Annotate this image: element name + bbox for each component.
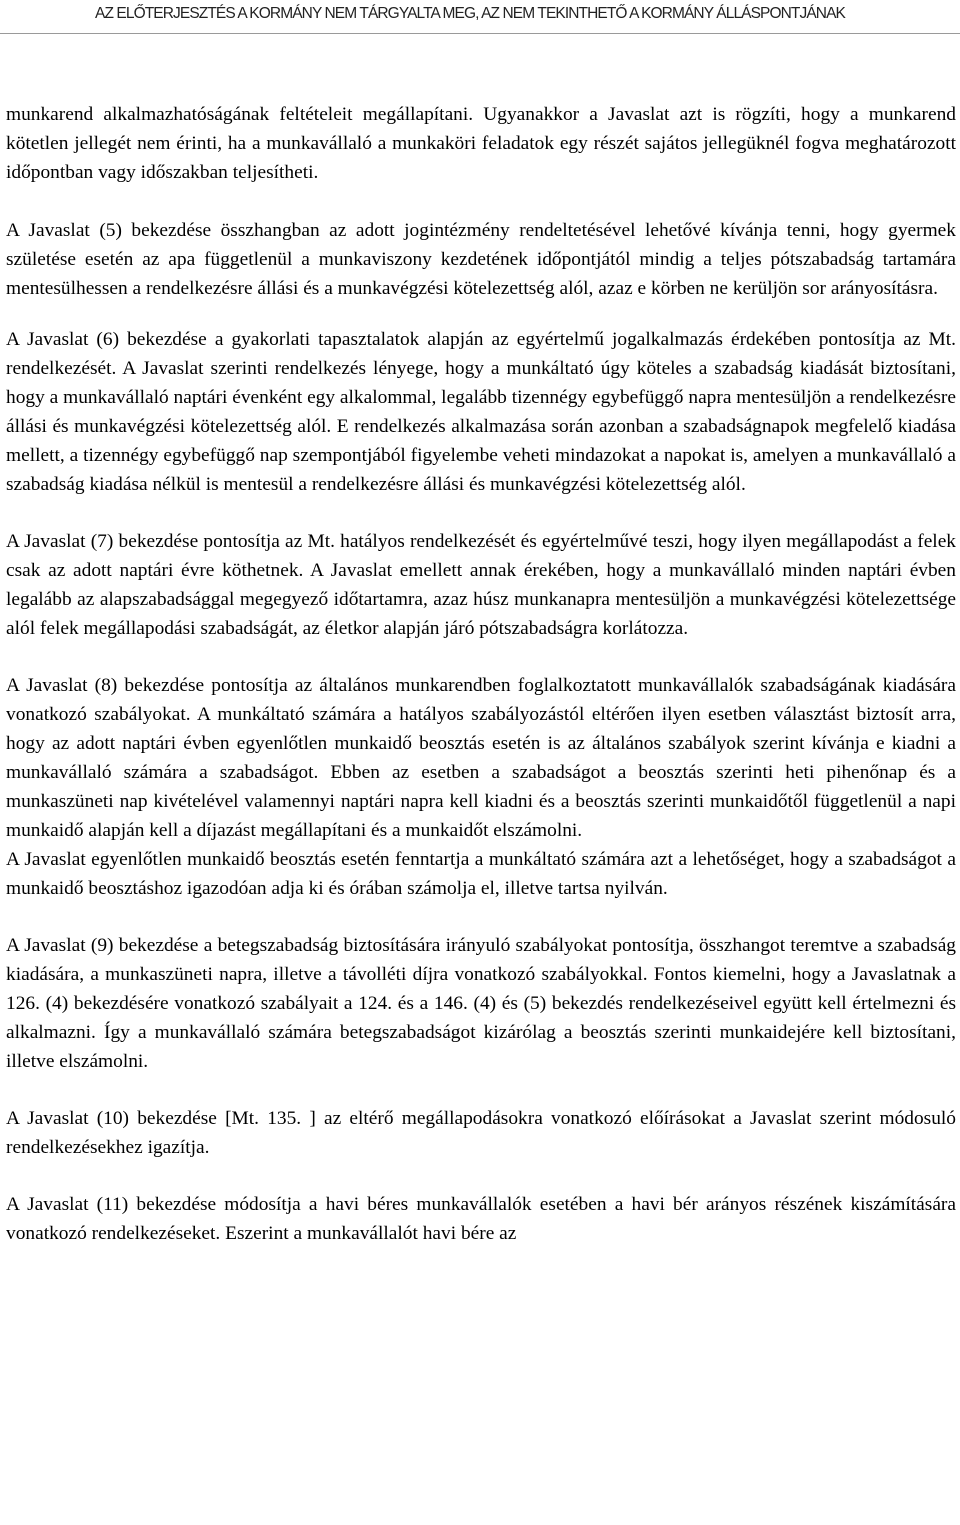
paragraph-section-5: A Javaslat (5) bekezdése összhangban az adott jogintézmény rendeltetésével lehetővé kívánja tenni, hogy gyermek születése esetén az apa függetlenül a munkaviszony kezdetének időpontjától mindig a teljes pótszabadság tartamára mentesülhessen a rendelkezésre állási és a munkavégzési kötelezettség alól, azaz e körben ne kerüljön sor arányosításra. — [6, 220, 956, 299]
paragraph-section-10: A Javaslat (10) bekezdése [Mt. 135. ] az eltérő megállapodásokra vonatkozó előírásokat a Javaslat szerint módosuló rendelkezésekhez igazítja. — [6, 1108, 956, 1158]
paragraph-section-6: A Javaslat (6) bekezdése a gyakorlati tapasztalatok alapján az egyértelmű jogalkalmazás érdekében pontosítja az Mt. rendelkezését. A Javaslat szerinti rendelkezés lényege, hogy a munkáltató úgy köteles a szabadság kiadását biztosítani, hogy a munkavállaló naptári évenként egy alkalommal, legalább tizennégy egybefüggő napra mentesüljön a rendelkezésre állási és munkavégzési kötelezettség alól. E rendelkezés alkalmazása során azonban a szabadságnapok megfelelő kiadása mellett, a tizennégy egybefüggő nap szempontjából figyelembe veheti mindazokat a napokat is, amelyen a munkavállaló a szabadság kiadása nélkül is mentesül a rendelkezésre állási és munkavégzési kötelezettség alól. — [6, 329, 956, 495]
header-notice: AZ ELŐTERJESZTÉS A KORMÁNY NEM TÁRGYALTA MEG, AZ NEM TEKINTHETŐ A KORMÁNY ÁLLÁSPONTJÁNAK — [95, 5, 845, 22]
paragraph-intro-continued: munkarend alkalmazhatóságának feltételeit megállapítani. Ugyanakkor a Javaslat azt is rögzíti, hogy a munkarend kötetlen jellegét nem érinti, ha a munkavállaló a munkaköri feladatok egy részét sajátos jellegüknél fogva meghatározott időpontban vagy időszakban teljesítheti. — [6, 104, 956, 183]
page-header — [0, 0, 960, 34]
paragraph-section-8-uneven: A Javaslat egyenlőtlen munkaidő beosztás esetén fenntartja a munkáltató számára azt a lehetőséget, hogy a szabadságot a munkaidő beosztáshoz igazodóan adja ki és órában számolja el, illetve tartsa nyilván. — [6, 849, 956, 899]
paragraph-section-9: A Javaslat (9) bekezdése a betegszabadság biztosítására irányuló szabályokat pontosítja, összhangot teremtve a szabadság kiadására, a munkaszüneti napra, illetve a távolléti díjra vonatkozó szabályokkal. Fontos kiemelni, hogy a Javaslatnak a 126. (4) bekezdésére vonatkozó szabályait a 124. és a 146. (4) és (5) bekezdés rendelkezéseivel együtt kell értelmezni és alkalmazni. Így a munkavállaló számára betegszabadságot kizárólag a beosztás szerinti munkaidejére kell biztosítani, illetve elszámolni. — [6, 935, 956, 1072]
document-body — [6, 100, 956, 1248]
paragraph-section-11: A Javaslat (11) bekezdése módosítja a havi béres munkavállalók esetében a havi bér arányos részének kiszámítására vonatkozó rendelkezéseket. Eszerint a munkavállalót havi bére az — [6, 1194, 956, 1244]
paragraph-section-8: A Javaslat (8) bekezdése pontosítja az általános munkarendben foglalkoztatott munkavállalók szabadságának kiadására vonatkozó szabályokat. A munkáltató számára a hatályos szabályozástól eltérően ilyen esetben választást biztosít arra, hogy az adott naptári évben egyenlőtlen munkaidő beosztás esetén is az általános szabályok szerint kívánja e kiadni a munkavállaló számára a szabadságot. Ebben az esetben a szabadságot a beosztás szerinti heti pihenőnap és a munkaszüneti nap kivételével valamennyi naptári napra kell kiadni és a beosztás szerinti munkaidőtől függetlenül a napi munkaidő alapján kell a díjazást megállapítani és a munkaidőt elszámolni. — [6, 675, 956, 841]
paragraph-section-7: A Javaslat (7) bekezdése pontosítja az Mt. hatályos rendelkezését és egyértelművé teszi, hogy ilyen megállapodást a felek csak az adott naptári évre köthetnek. A Javaslat emellett annak érekében, hogy a munkavállaló minden naptári évben legalább az alapszabadsággal megegyező időtartamra, azaz húsz munkanapra mentesüljön a munkavégzési kötelezettsége alól felek megállapodási szabadságát, az életkor alapján járó pótszabadságra korlátozza. — [6, 531, 956, 639]
